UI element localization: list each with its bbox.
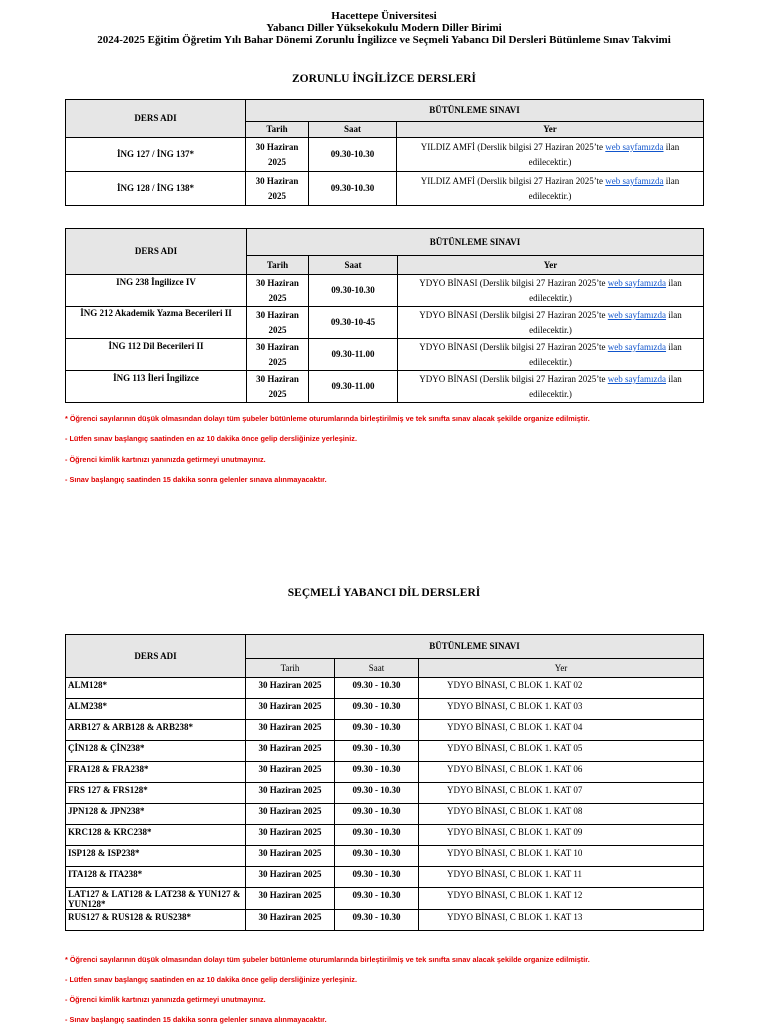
exam-time: 09.30 - 10.30 (335, 804, 419, 825)
table-row (66, 910, 704, 931)
place-text: YILDIZ AMFİ (Derslik bilgisi 27 Haziran 2025’te (420, 141, 606, 152)
exam-date: 30 Haziran 2025 (247, 339, 309, 371)
place-text: YILDIZ AMFİ (Derslik bilgisi 27 Haziran 2025’te (420, 175, 606, 186)
exam-place (397, 138, 704, 172)
col-header-time: Saat (309, 122, 397, 138)
exam-time: 09.30 - 10.30 (335, 762, 419, 783)
table-row (66, 783, 704, 804)
exam-place: YDYO BİNASI, C BLOK 1. KAT 06 (419, 762, 704, 783)
table-row (66, 846, 704, 867)
course-name: İNG 112 Dil Becerileri II (66, 339, 247, 371)
doc-title-schedule: 2024-2025 Eğitim Öğretim Yılı Bahar Dönemi Zorunlu İngilizce ve Seçmeli Yabancı Dil Dersleri Bütünleme Sınav Takvimi (97, 34, 671, 46)
exam-place: YDYO BİNASI, C BLOK 1. KAT 08 (419, 804, 704, 825)
exam-time: 09.30-10.30 (309, 275, 398, 307)
col-header-course: DERS ADI (66, 635, 246, 678)
exam-place (398, 339, 704, 371)
exam-date: 30 Haziran 2025 (246, 783, 335, 804)
exam-place (398, 371, 704, 403)
place-text-end: ilan edilecektir.) (529, 373, 682, 399)
exam-time: 09.30 - 10.30 (335, 678, 419, 699)
exam-time: 09.30 - 10.30 (335, 867, 419, 888)
doc-title-university: Hacettepe Üniversitesi (331, 10, 437, 22)
exam-time: 09.30-10-45 (309, 307, 398, 339)
exam-place (397, 172, 704, 206)
exam-place: YDYO BİNASI, C BLOK 1. KAT 03 (419, 699, 704, 720)
course-name: ING 238 İngilizce IV (66, 275, 247, 307)
table-row (66, 371, 704, 403)
exam-time: 09.30 - 10.30 (335, 783, 419, 804)
place-text-end: ilan edilecektir.) (529, 341, 682, 367)
table-row (66, 867, 704, 888)
course-name: ARB127 & ARB128 & ARB238* (66, 720, 246, 741)
table-row (66, 741, 704, 762)
doc-title-department: Yabancı Diller Yüksekokulu Modern Diller Birimi (266, 22, 502, 34)
exam-place (398, 275, 704, 307)
exam-date: 30 Haziran 2025 (246, 699, 335, 720)
col-header-exam: BÜTÜNLEME SINAVI (246, 100, 704, 122)
exam-time: 09.30 - 10.30 (335, 699, 419, 720)
section-title-elective: SEÇMELİ YABANCI DİL DERSLERİ (287, 587, 481, 599)
course-name: ÇİN128 & ÇİN238* (66, 741, 246, 762)
note-bring-id: - Öğrenci kimlik kartınızı yanınızda getirmeyi unutmayınız. (65, 455, 266, 464)
place-text: YDYO BİNASI (Derslik bilgisi 27 Haziran 2025’te (419, 341, 608, 352)
exam-date: 30 Haziran 2025 (246, 138, 309, 172)
table-row (66, 888, 704, 910)
exam-date: 30 Haziran 2025 (246, 910, 335, 931)
note-late-arrival: - Sınav başlangıç saatinden 15 dakika sonra gelenler sınava alınmayacaktır. (65, 1015, 327, 1024)
table-row (66, 138, 704, 172)
website-link[interactable]: web sayfamızda (605, 141, 664, 152)
table-row (66, 339, 704, 371)
exam-date: 30 Haziran 2025 (246, 762, 335, 783)
exam-time: 09.30-11.00 (309, 339, 398, 371)
website-link[interactable]: web sayfamızda (605, 175, 664, 186)
place-text: YDYO BİNASI (Derslik bilgisi 27 Haziran 2025’te (419, 277, 608, 288)
course-name: İNG 113 İleri İngilizce (66, 371, 247, 403)
exam-date: 30 Haziran 2025 (246, 846, 335, 867)
table-row (66, 804, 704, 825)
table-row (66, 825, 704, 846)
note-merged-sections: * Öğrenci sayılarının düşük olmasından dolayı tüm şubeler bütünleme oturumlarında birleştirilmiş ve tek sınıfta sınav alacak şekilde organize edilmiştir. (65, 955, 590, 964)
exam-place: YDYO BİNASI, C BLOK 1. KAT 02 (419, 678, 704, 699)
col-header-date: Tarih (246, 122, 309, 138)
exam-date: 30 Haziran 2025 (246, 678, 335, 699)
col-header-date: Tarih (246, 659, 335, 678)
table-row (66, 699, 704, 720)
exam-date: 30 Haziran 2025 (246, 825, 335, 846)
note-arrive-early: - Lütfen sınav başlangıç saatinden en az 10 dakika önce gelip dersliğinize yerleşiniz. (65, 975, 357, 984)
col-header-time: Saat (335, 659, 419, 678)
exam-place: YDYO BİNASI, C BLOK 1. KAT 10 (419, 846, 704, 867)
exam-time: 09.30 - 10.30 (335, 846, 419, 867)
col-header-place: Yer (397, 122, 704, 138)
table-row (66, 720, 704, 741)
exam-place: YDYO BİNASI, C BLOK 1. KAT 05 (419, 741, 704, 762)
exam-time: 09.30 - 10.30 (335, 720, 419, 741)
website-link[interactable]: web sayfamızda (607, 341, 667, 352)
exam-place (398, 307, 704, 339)
place-text-end: ilan edilecektir.) (529, 277, 682, 303)
course-name: FRS 127 & FRS128* (66, 783, 246, 804)
exam-place: YDYO BİNASI, C BLOK 1. KAT 11 (419, 867, 704, 888)
place-text-end: ilan edilecektir.) (528, 175, 680, 201)
exam-date: 30 Haziran 2025 (246, 172, 309, 206)
exam-date: 30 Haziran 2025 (246, 741, 335, 762)
table-row (66, 762, 704, 783)
course-name: ALM238* (66, 699, 246, 720)
note-bring-id: - Öğrenci kimlik kartınızı yanınızda getirmeyi unutmayınız. (65, 995, 266, 1004)
exam-date: 30 Haziran 2025 (246, 888, 335, 910)
course-name: ITA128 & ITA238* (66, 867, 246, 888)
course-name: İNG 128 / İNG 138* (66, 172, 246, 206)
table-row (66, 307, 704, 339)
note-merged-sections: * Öğrenci sayılarının düşük olmasından dolayı tüm şubeler bütünleme oturumlarında birleştirilmiş ve tek sınıfta sınav alacak şekilde organize edilmiştir. (65, 414, 590, 423)
col-header-course: DERS ADI (66, 100, 246, 138)
section-title-compulsory: ZORUNLU İNGİLİZCE DERSLERİ (291, 73, 477, 85)
course-name: ISP128 & ISP238* (66, 846, 246, 867)
exam-place: YDYO BİNASI, C BLOK 1. KAT 13 (419, 910, 704, 931)
exam-date: 30 Haziran 2025 (246, 720, 335, 741)
exam-date: 30 Haziran 2025 (247, 307, 309, 339)
col-header-course: DERS ADI (66, 229, 247, 275)
col-header-exam: BÜTÜNLEME SINAVI (246, 635, 704, 659)
note-arrive-early: - Lütfen sınav başlangıç saatinden en az 10 dakika önce gelip dersliğinize yerleşiniz. (65, 434, 357, 443)
exam-time: 09.30 - 10.30 (335, 910, 419, 931)
exam-place: YDYO BİNASI, C BLOK 1. KAT 12 (419, 888, 704, 910)
elective-table (65, 634, 704, 931)
exam-time: 09.30 - 10.30 (335, 741, 419, 762)
exam-place: YDYO BİNASI, C BLOK 1. KAT 04 (419, 720, 704, 741)
col-header-place: Yer (419, 659, 704, 678)
course-name: RUS127 & RUS128 & RUS238* (66, 910, 246, 931)
place-text: YDYO BİNASI (Derslik bilgisi 27 Haziran 2025’te (419, 309, 608, 320)
place-text-end: ilan edilecektir.) (528, 141, 680, 167)
course-name: ALM128* (66, 678, 246, 699)
course-name: JPN128 & JPN238* (66, 804, 246, 825)
col-header-exam: BÜTÜNLEME SINAVI (247, 229, 704, 256)
exam-date: 30 Haziran 2025 (247, 275, 309, 307)
website-link[interactable]: web sayfamızda (607, 373, 667, 384)
table-row (66, 172, 704, 206)
exam-date: 30 Haziran 2025 (246, 804, 335, 825)
note-late-arrival: - Sınav başlangıç saatinden 15 dakika sonra gelenler sınava alınmayacaktır. (65, 475, 327, 484)
compulsory-table-1 (65, 99, 704, 206)
course-name: İNG 127 / İNG 137* (66, 138, 246, 172)
exam-place: YDYO BİNASI, C BLOK 1. KAT 07 (419, 783, 704, 804)
exam-date: 30 Haziran 2025 (247, 371, 309, 403)
col-header-date: Tarih (247, 256, 309, 275)
exam-time: 09.30-11.00 (309, 371, 398, 403)
col-header-time: Saat (309, 256, 398, 275)
compulsory-table-2 (65, 228, 704, 403)
exam-time: 09.30-10.30 (309, 172, 397, 206)
course-name: İNG 212 Akademik Yazma Becerileri II (66, 307, 247, 339)
website-link[interactable]: web sayfamızda (607, 309, 667, 320)
table-row (66, 275, 704, 307)
course-name: KRC128 & KRC238* (66, 825, 246, 846)
place-text-end: ilan edilecektir.) (529, 309, 682, 335)
place-text: YDYO BİNASI (Derslik bilgisi 27 Haziran 2025’te (419, 373, 608, 384)
exam-date: 30 Haziran 2025 (246, 867, 335, 888)
exam-time: 09.30 - 10.30 (335, 825, 419, 846)
exam-place: YDYO BİNASI, C BLOK 1. KAT 09 (419, 825, 704, 846)
course-name: LAT127 & LAT128 & LAT238 & YUN127 & YUN128* (66, 888, 246, 910)
col-header-place: Yer (398, 256, 704, 275)
exam-time: 09.30 - 10.30 (335, 888, 419, 910)
table-row (66, 678, 704, 699)
exam-time: 09.30-10.30 (309, 138, 397, 172)
course-name: FRA128 & FRA238* (66, 762, 246, 783)
website-link[interactable]: web sayfamızda (607, 277, 667, 288)
